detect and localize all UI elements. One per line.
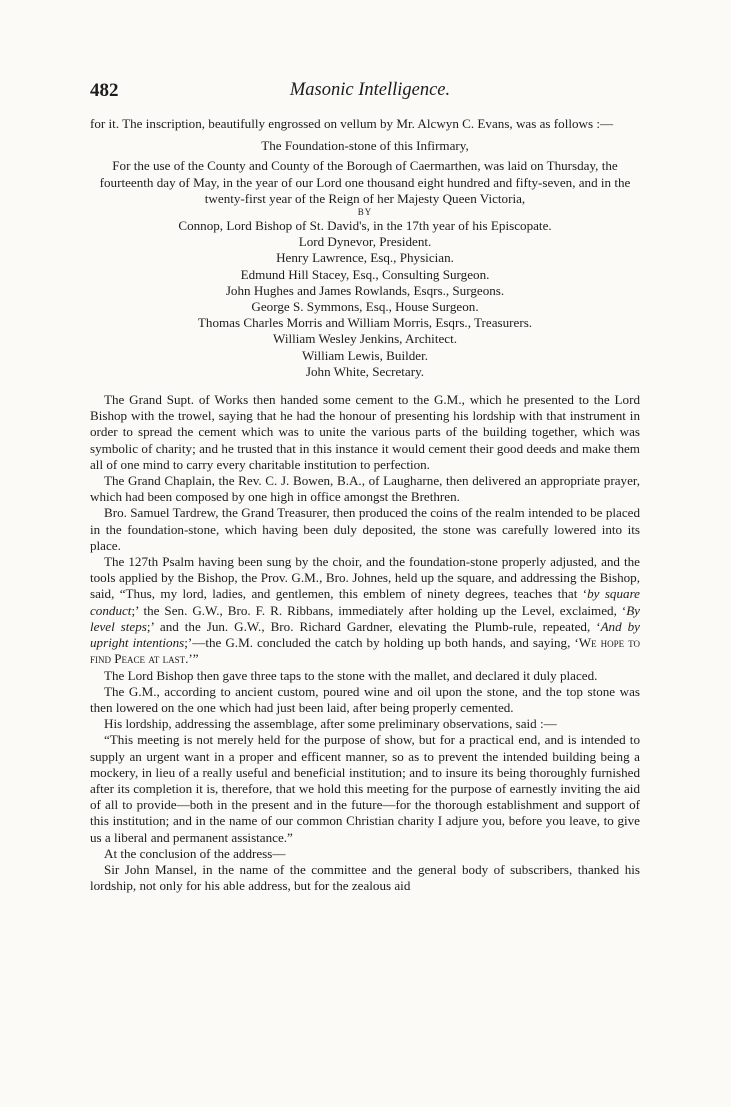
paragraph-mallet: The Lord Bishop then gave three taps to the stone with the mallet, and declared it duly placed. [104,667,598,683]
paragraph-treasurer: Bro. Samuel Tardrew, the Grand Treasurer, then produced the coins of the realm intended to be placed in the foundation-stone, which having been duly deposited, the stone was carefully lowered into its place. [90,505,640,553]
inscription-name-line: George S. Symmons, Esq., House Surgeon. [251,299,479,315]
inscription-name-line: William Wesley Jenkins, Architect. [273,331,457,347]
section-spacer [90,380,640,392]
page-header [90,80,650,104]
text-run: ;’—the G.M. concluded the catch by holding up both hands, and saying, ‘ [184,635,579,651]
page-number: 482 [90,80,119,101]
paragraph-intro: for it. The inscription, beautifully engrossed on vellum by Mr. Alcwyn C. Evans, was as follows :— [90,116,614,131]
text-run: The 127th Psalm having been sung by the choir, and the foundation-stone properly adjusted, and the tools applied by the Bishop, the Prov. G.M., Bro. Johnes, held up the square, and addressing the Bishop, said, “Thus, my lord, ladies, and gentlemen, this emblem of ninety degrees, teaches that ‘ [90,554,640,602]
italic-phrase: by square conduct [90,586,640,618]
paragraph-address-intro: His lordship, addressing the assemblage, after some preliminary observations, said :— [104,716,557,732]
italic-phrase: And by upright intentions [90,618,640,651]
italic-phrase: By level steps [90,602,640,634]
article-body [90,116,640,894]
inscription-intro: The Foundation-stone of this Infirmary, [261,138,469,154]
inscription-name-line: William Lewis, Builder. [301,347,429,363]
running-title: Masonic Intelligence. [289,80,451,100]
text-run: ’” [188,651,199,667]
inscription-dedication: For the use of the County and County of the Borough of Caermarthen, was laid on Thursday, the fourteenth day of May, in the year of our Lord one thousand eight hundred and fifty-seven, and in the twenty-first year of the Reign of her Majesty Queen Victoria, [99,158,631,206]
paragraph-chaplain: The Grand Chaplain, the Rev. C. J. Bowen, B.A., of Laugharne, then delivered an appropriate prayer, which had been composed by one high in office amongst the Brethren. [90,473,640,505]
inscription-names [90,218,640,380]
paragraph-conclusion: At the conclusion of the address— [104,845,286,861]
paragraph-cement: The Grand Supt. of Works then handed some cement to the G.M., which he presented to the Lord Bishop with the trowel, saying that he had the honour of presenting his lordship with that instrument in order to spread the cement which was to unite the various parts of the building together, which was symbolic of charity; and he trusted that in this instance it would cement their good deeds and make them all of one mind to carry every charitable institution to perfection. [90,392,640,472]
text-run: ;’ the Sen. G.W., Bro. F. R. Ribbans, immediately after holding up the Level, exclaimed, ‘ [131,602,627,618]
inscription-name-line: Henry Lawrence, Esq., Physician. [276,250,454,266]
inscription-name-line: John Hughes and James Rowlands, Esqrs., Surgeons. [225,282,505,298]
inscription-name-line: Thomas Charles Morris and William Morris, Esqrs., Treasurers. [197,315,533,331]
paragraph-address-quote: “This meeting is not merely held for the purpose of show, but for a practical end, and is intended to supply an urgent want in a proper and efficent manner, so as to prevent the intended building being a mockery, in lieu of a really useful and beneficial institution; and to insure its being thoroughly furnished after its completion it is, therefore, that we hold this meeting for the purpose of earnestly inviting the aid of all to provide—both in the present and in the future—for the thorough establishment and support of this institution; and in the name of our common Christian charity I adjure you, before you leave, to give us a liberal and permanent assistance.” [90,732,640,845]
paragraph-psalm [90,554,640,667]
small-caps-phrase: We hope to find Peace at last. [90,635,640,667]
paragraph-mansel: Sir John Mansel, in the name of the committee and the general body of subscribers, thanked his lordship, not only for his able address, but for the zealous aid [90,861,640,894]
paragraph-wine-oil: The G.M., according to ancient custom, poured wine and oil upon the stone, and the top stone was then lowered on the one which had just been laid, after being properly cemented. [90,683,640,715]
inscription-name-line: Lord Dynevor, President. [298,234,432,250]
inscription-by: BY [357,207,373,218]
inscription-name-line: John White, Secretary. [305,363,425,379]
inscription [90,138,640,380]
text-run: ;’ and the Jun. G.W., Bro. Richard Gardner, elevating the Plumb-rule, repeated, ‘ [146,618,601,634]
inscription-name-line: Edmund Hill Stacey, Esq., Consulting Surgeon. [240,266,490,282]
inscription-name-line: Connop, Lord Bishop of St. David's, in the 17th year of his Episcopate. [178,218,552,234]
